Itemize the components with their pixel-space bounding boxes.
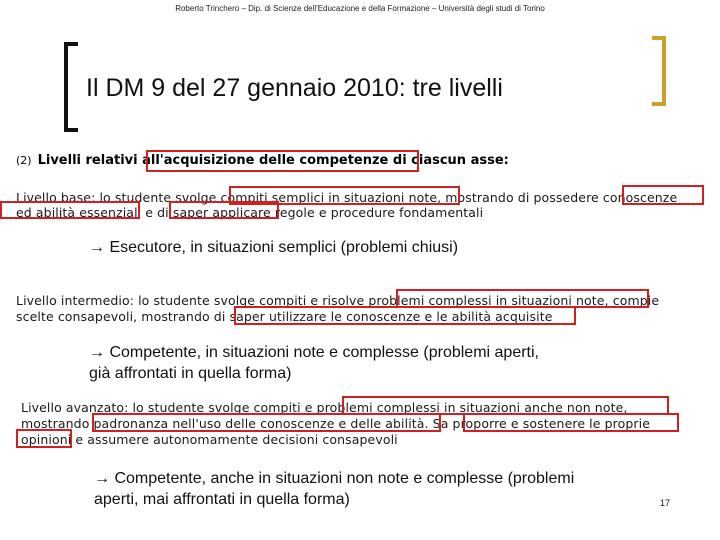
highlight-box-abilita-essenziali [0,201,140,219]
avanzato-line-2: mostrando padronanza nell'uso delle conoscenze e delle abilità. Sa proporre e sostenere le proprie [21,416,651,431]
intermedio-line-1: Livello intermedio: lo studente svolge compiti e risolve problemi complessi in situazioni note, compie [16,293,660,308]
intermedio-note-line-1: → Competente, in situazioni note e complesse (problemi aperti, [89,344,539,361]
intermedio-note-line-2: già affrontati in quella forma) [89,365,292,382]
highlight-box-acquisizione [146,150,419,172]
section-heading-text: Livelli relativi all'acquisizione delle competenze di ciascun asse: [37,153,509,168]
title-bracket-right [652,36,666,106]
highlight-box-padronanza [92,413,441,432]
highlight-box-opinioni [16,429,72,448]
page-number: 17 [660,498,671,508]
base-note: → Esecutore, in situazioni semplici (problemi chiusi) [89,239,459,256]
base-line-2: ed abilità essenziali e di saper applicare regole e procedure fondamentali [16,205,484,220]
base-line-1: Livello base: lo studente svolge compiti semplici in situazioni note, mostrando di possedere conoscenze [16,190,678,205]
highlight-box-saper-utilizzare [234,306,576,325]
section-number: (2) [16,154,32,167]
highlight-box-conoscenze [622,185,704,205]
title-bracket-left [64,42,78,132]
highlight-box-proporre [463,413,679,432]
avanzato-line-3: opinioni e assumere autonomamente decisioni consapevoli [21,432,398,447]
highlight-box-saper-applicare [169,201,279,219]
slide-header: Roberto Trinchero – Dip. di Scienze dell'Educazione e della Formazione – Università degli studi di Torino [175,4,545,13]
avanzato-note-line-1: → Competente, anche in situazioni non note e complesse (problemi [94,470,575,487]
slide-title: Il DM 9 del 27 gennaio 2010: tre livelli [86,74,503,102]
intermedio-line-2: scelte consapevoli, mostrando di saper utilizzare le conoscenze e le abilità acquisite [16,309,553,324]
avanzato-note-line-2: aperti, mai affrontati in quella forma) [94,491,350,508]
avanzato-line-1: Livello avanzato: lo studente svolge compiti e problemi complessi in situazioni anche non note, [21,400,628,415]
